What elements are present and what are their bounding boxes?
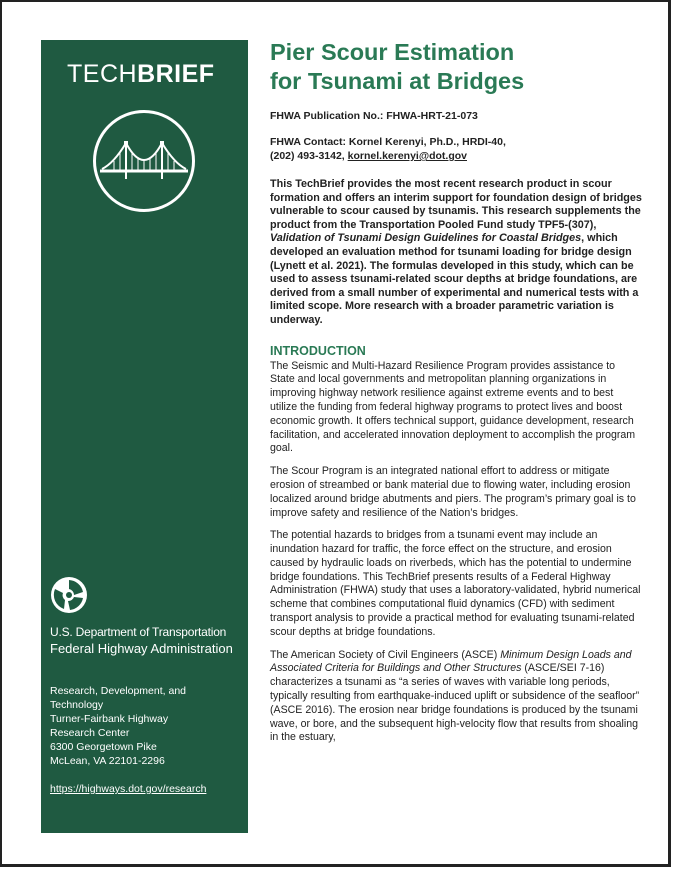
address-block	[50, 684, 240, 768]
contact-info	[270, 135, 642, 163]
contact-email-link[interactable]: kornel.kerenyi@dot.gov	[347, 150, 467, 162]
fhwa-name: Federal Highway Administration	[50, 641, 233, 656]
address-line: Research Center	[50, 727, 130, 739]
suspension-bridge-icon	[93, 110, 195, 212]
address-line: McLean, VA 22101-2296	[50, 755, 165, 767]
dot-triskelion-logo	[50, 576, 88, 614]
title-line-2: for Tsunami at Bridges	[270, 68, 525, 94]
paragraph: The Seismic and Multi-Hazard Resilience Program provides assistance to State and local governments and metropolitan planning organizations in improving highway network resilience against extreme events and to best utilize the funding from federal highway programs to protect lives and boost economic growth. It offers technical support, guidance development, research facilitation, and accelerated innovation deployment to accomplish the program goal.	[270, 359, 636, 455]
sidebar	[41, 40, 248, 833]
asce-title: Minimum Design Loads and Associated Criteria for Buildings and Other Structures	[270, 648, 632, 675]
publication-number: FHWA Publication No.: FHWA-HRT-21-073	[270, 110, 478, 122]
techbrief-wordmark	[67, 60, 215, 89]
research-link[interactable]: https://highways.dot.gov/research	[50, 783, 207, 795]
address-line: Turner-Fairbank Highway	[50, 713, 169, 725]
introduction-heading: INTRODUCTION	[270, 343, 366, 358]
abstract	[270, 178, 642, 328]
paragraph: The potential hazards to bridges from a tsunami event may include an inundation hazard for traffic, the force effect on the structure, and erosion caused by hydraulic loads on riverbeds, which has the potential to undermine bridge foundations. This TechBrief presents results of a Federal Highway Administration (FHWA) study that uses a laboratory-validated, hybrid numerical scheme that combines computational fluid dynamics (CFD) with sediment transport analysis to provide a practical method for evaluating tsunami-related scour depths at bridge foundations.	[270, 529, 641, 638]
paragraph: The Scour Program is an integrated national effort to address or mitigate erosion of streambed or bank material due to flowing water, including erosion localized around bridge abutments and piers. The program’s primary goal is to improve safety and resilience of the Nation’s bridges.	[270, 465, 636, 519]
contact-name: FHWA Contact: Kornel Kerenyi, Ph.D., HRDI-40,	[270, 136, 506, 148]
wordmark-brief: BRIEF	[137, 60, 215, 88]
address-line: Technology	[50, 699, 104, 711]
title-line-1: Pier Scour Estimation	[270, 39, 515, 65]
main-content	[270, 38, 642, 745]
address-line: Research, Development, and	[50, 685, 186, 697]
paragraph-text: The American Society of Civil Engineers (ASCE)	[270, 648, 501, 661]
dot-name: U.S. Department of Transportation	[50, 625, 227, 639]
paragraph-text-cont: (ASCE/SEI 7-16) characterizes a tsunami as “a series of waves with variable long periods, typically resulting from earthquake-induced uplift or subsidence of the seafloor” (ASCE 2016). The erosion near bridge foundations is produced by the tsunami wave, or bore, and the subsequent high-velocity flow that results from shoaling in the estuary,	[270, 662, 640, 744]
abstract-study-title: Validation of Tsunami Design Guidelines for Coastal Bridges	[270, 232, 582, 245]
address-line: 6300 Georgetown Pike	[50, 741, 157, 753]
page-title	[270, 38, 642, 96]
contact-phone: (202) 493-3142,	[270, 150, 348, 162]
paragraph	[270, 649, 642, 746]
wordmark-tech: TECH	[67, 60, 138, 88]
abstract-text-cont: , which developed an evaluation method for tsunami loading for bridge design (Lynett et al. 2021). The formulas developed in this study, which can be used to assess tsunami-related scour depths at bridge foundations, are derived from a small number of experimental and numerical tests with a limited scope. More research with a broader parametric variation is underway.	[270, 232, 639, 326]
abstract-text: This TechBrief provides the most recent research product in scour formation and offers an interim support for foundation design of bridges vulnerable to scour caused by tsunamis. This research supplements the product from the Transportation Pooled Fund study TPF5-(307),	[270, 178, 642, 231]
